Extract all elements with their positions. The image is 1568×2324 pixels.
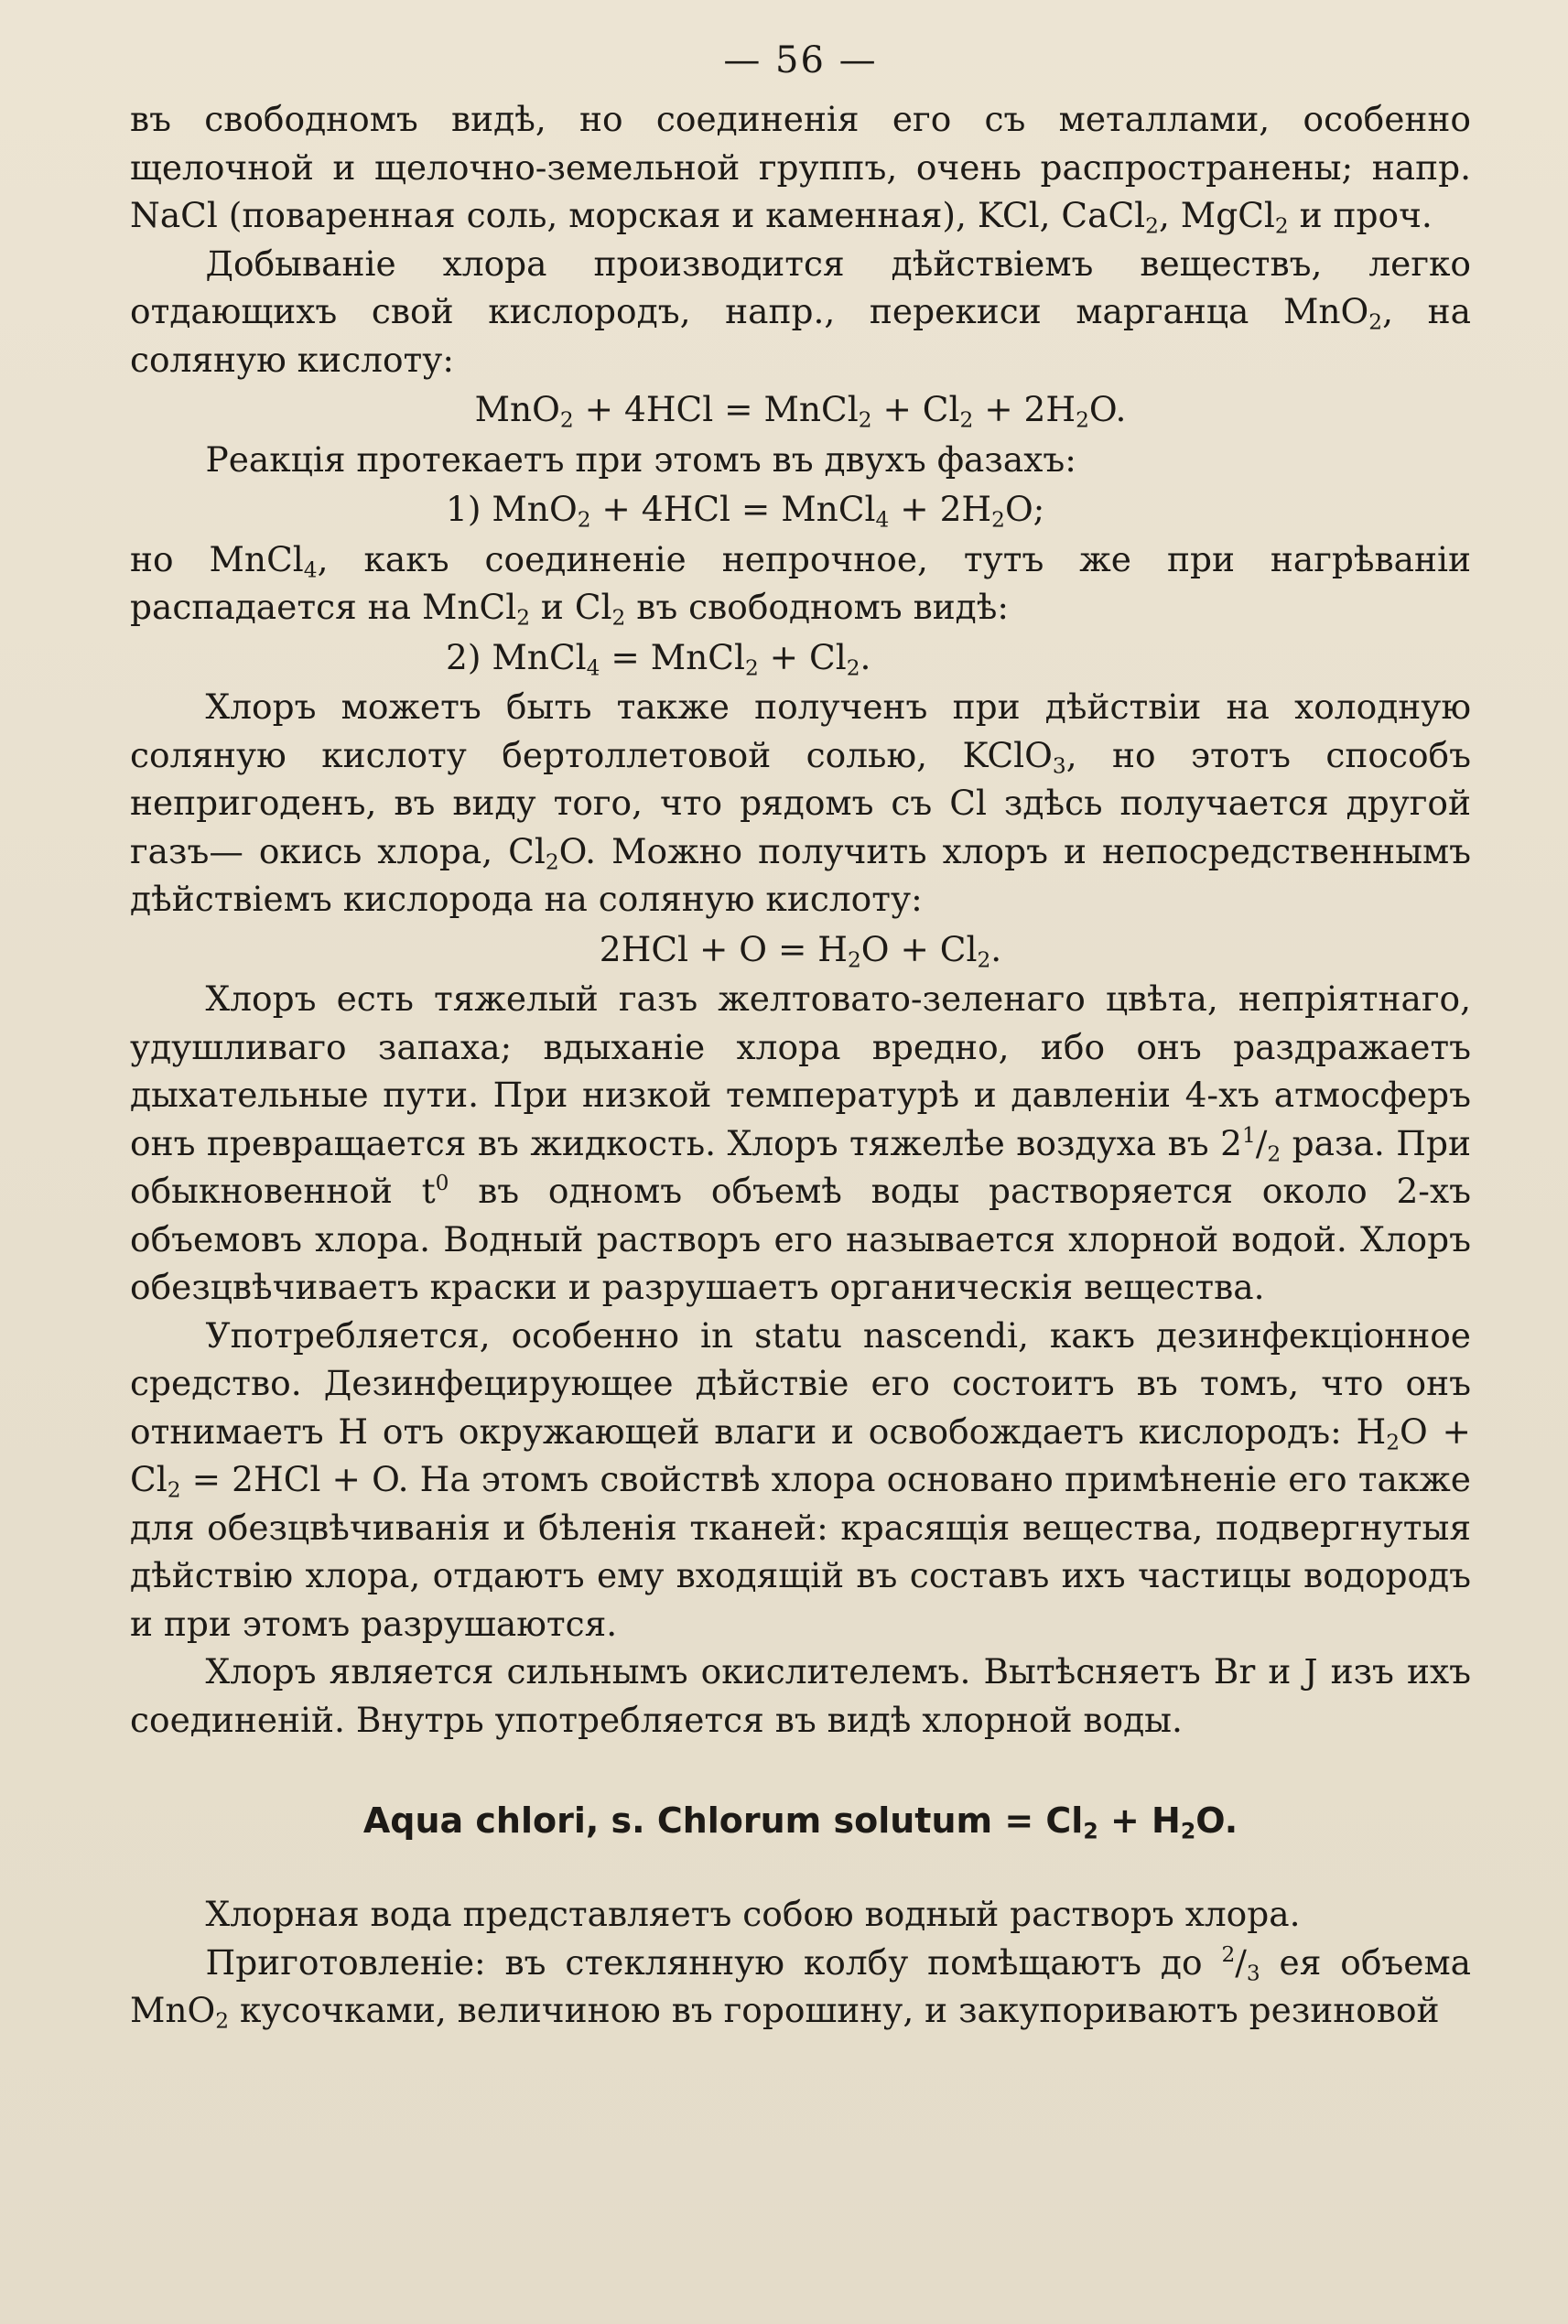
text-run: 1) MnO bbox=[446, 489, 578, 529]
page-body bbox=[130, 95, 1471, 2035]
subscript: 2 bbox=[744, 655, 759, 680]
text-run: , на соляную кислоту: bbox=[130, 291, 1471, 380]
subscript: 2 bbox=[1274, 213, 1289, 239]
subscript: 2 bbox=[577, 507, 591, 533]
subscript: 2 bbox=[858, 407, 872, 433]
page-number: — 56 — bbox=[723, 39, 878, 81]
paragraph-2 bbox=[130, 240, 1471, 384]
subscript: 2 bbox=[516, 605, 530, 631]
paragraph-3: Реакція протекаетъ при этомъ въ двухъ фазахъ: bbox=[205, 438, 1076, 480]
text-run: MnO bbox=[474, 389, 560, 429]
text-run: O. Можно получить хлоръ и непосредственнымъ дѣйствіемъ кислорода на соляную кислоту: bbox=[130, 830, 1471, 919]
text-run: Употребляется, особенно in statu nascendi, какъ дезинфекціонное средство. Дезинфецирующее дѣйствіе его состоитъ въ томъ, что онъ отнимаетъ H отъ окружающей влаги и освобождаетъ кислородъ: H bbox=[130, 1314, 1471, 1452]
paragraph-8: Хлоръ является сильнымъ окислителемъ. Вытѣсняетъ Br и J изъ ихъ соединеній. Внутрь употребляется въ видѣ хлорной воды. bbox=[130, 1651, 1471, 1740]
subscript: 2 bbox=[959, 407, 974, 433]
text-run: . bbox=[990, 928, 1002, 969]
text-run: Приготовленіе: въ стеклянную колбу помѣщаютъ до bbox=[205, 1941, 1222, 1983]
subscript: 2 bbox=[1180, 1818, 1196, 1844]
superscript: 1 bbox=[1241, 1122, 1256, 1148]
text-run: 2) MnCl bbox=[446, 636, 587, 677]
text-run: O + Cl bbox=[860, 928, 978, 969]
subscript: 4 bbox=[586, 655, 600, 680]
text-run: Хлоръ есть тяжелый газъ желтовато-зеленаго цвѣта, непріятнаго, удушливаго запаха; вдыханіе хлора вредно, ибо онъ раздражаетъ дыхательные пути. При низкой температурѣ и давленіи 4-хъ атмосферъ онъ превращается въ жидкость. Хлоръ тяжелѣе воздуха въ 2 bbox=[130, 978, 1471, 1163]
text-run: раза. При обыкновенной t bbox=[130, 1122, 1471, 1211]
superscript: 0 bbox=[435, 1171, 449, 1196]
text-run: + 2H bbox=[889, 489, 992, 529]
subscript: 2 bbox=[215, 2008, 230, 2034]
subscript: 2 bbox=[1083, 1818, 1098, 1844]
paragraph-9: Хлорная вода представляетъ собою водный растворъ хлора. bbox=[205, 1894, 1301, 1934]
subscript: 4 bbox=[303, 557, 318, 582]
paragraph-1 bbox=[130, 95, 1471, 240]
equation-3 bbox=[130, 633, 1471, 682]
text-run: Aqua chlori, s. Chlorum solutum = Cl bbox=[362, 1800, 1084, 1841]
section-heading bbox=[130, 1795, 1471, 1846]
text-run: O; bbox=[1004, 489, 1045, 529]
text-run: и проч. bbox=[1288, 195, 1433, 235]
text-run: и Cl bbox=[529, 587, 612, 627]
subscript: 3 bbox=[1052, 753, 1066, 778]
paragraph-7 bbox=[130, 1312, 1471, 1648]
text-run: O. bbox=[1088, 389, 1127, 429]
text-run: + Cl bbox=[871, 389, 960, 429]
subscript: 2 bbox=[611, 605, 626, 631]
fraction-slash: / bbox=[1255, 1122, 1268, 1163]
subscript: 2 bbox=[846, 655, 860, 680]
paragraph-5 bbox=[130, 683, 1471, 924]
subscript: 2 bbox=[167, 1477, 181, 1503]
text-run: но MnCl bbox=[130, 538, 304, 579]
paragraph-4 bbox=[130, 535, 1471, 632]
text-run: , какъ соединеніе непрочное, тутъ же при нагрѣваніи распадается на MnCl bbox=[130, 538, 1471, 627]
text-run: Добываніе хлора производится дѣйствіемъ веществъ, легко отдающихъ свой кислородъ, напр., перекиси марганца MnO bbox=[130, 243, 1471, 331]
text-run: = 2HCl + O. На этомъ свойствѣ хлора основано примѣненіе его также для обезцвѣчиванія и бѣленія тканей: красящія вещества, подвергнутыя дѣйствію хлора, отдаютъ ему входящій въ составъ ихъ частицы водородъ и при этомъ разрушаются. bbox=[130, 1459, 1471, 1644]
text-run: въ одномъ объемѣ воды растворяется около 2-хъ объемовъ хлора. Водный растворъ его называется хлорной водой. Хлоръ обезцвѣчиваетъ краски и разрушаетъ органическія вещества. bbox=[130, 1171, 1471, 1307]
text-run: въ свободномъ видѣ: bbox=[625, 587, 1010, 627]
text-run: + H bbox=[1098, 1800, 1181, 1841]
text-run: Хлоръ можетъ быть также полученъ при дѣйствіи на холодную соляную кислоту бертоллетовой солью, KClO bbox=[130, 686, 1471, 775]
equation-1 bbox=[130, 385, 1471, 434]
subscript: 2 bbox=[991, 507, 1005, 533]
subscript: 2 bbox=[1368, 309, 1383, 335]
text-run: , MgCl bbox=[1158, 195, 1275, 235]
text-run: , но этотъ способъ непригоденъ, въ виду того, что рядомъ съ Cl здѣсь получается другой газъ— окись хлора, Cl bbox=[130, 734, 1471, 871]
subscript: 2 bbox=[1076, 407, 1089, 433]
text-run: + 4HCl = MnCl bbox=[590, 489, 876, 529]
text-run: кусочками, величиною въ горошину, и закупориваютъ резиновой bbox=[229, 1990, 1440, 2030]
text-run: O. bbox=[1195, 1800, 1238, 1841]
subscript: 2 bbox=[559, 407, 574, 433]
paragraph-10 bbox=[130, 1939, 1471, 2035]
text-run: + 2H bbox=[973, 389, 1076, 429]
text-run: ея объема MnO bbox=[130, 1941, 1471, 2030]
text-run: = MnCl bbox=[600, 636, 745, 677]
paragraph-6 bbox=[130, 975, 1471, 1312]
text-run: въ свободномъ видѣ, но соединенія его съ металлами, особенно щелочной и щелочно-земельной группъ, очень распространены; напр. NaCl (поваренная соль, морская и каменная), KCl, CaCl bbox=[130, 99, 1471, 235]
subscript: 2 bbox=[848, 947, 861, 972]
text-run: O + Cl bbox=[130, 1411, 1471, 1499]
subscript: 3 bbox=[1246, 1961, 1260, 1985]
subscript: 2 bbox=[1145, 213, 1159, 239]
subscript: 2 bbox=[545, 849, 559, 874]
text-run: 2HCl + O = H bbox=[599, 928, 848, 969]
superscript: 2 bbox=[1221, 1941, 1236, 1967]
equation-4 bbox=[130, 925, 1471, 974]
text-run: . bbox=[860, 636, 871, 677]
equation-2 bbox=[130, 485, 1471, 534]
text-run: + 4HCl = MnCl bbox=[573, 389, 859, 429]
subscript: 2 bbox=[1386, 1430, 1400, 1454]
subscript: 2 bbox=[977, 947, 991, 972]
text-run: + Cl bbox=[758, 636, 847, 677]
subscript: 2 bbox=[1267, 1141, 1281, 1166]
fraction-slash: / bbox=[1235, 1941, 1247, 1983]
subscript: 4 bbox=[875, 507, 890, 533]
